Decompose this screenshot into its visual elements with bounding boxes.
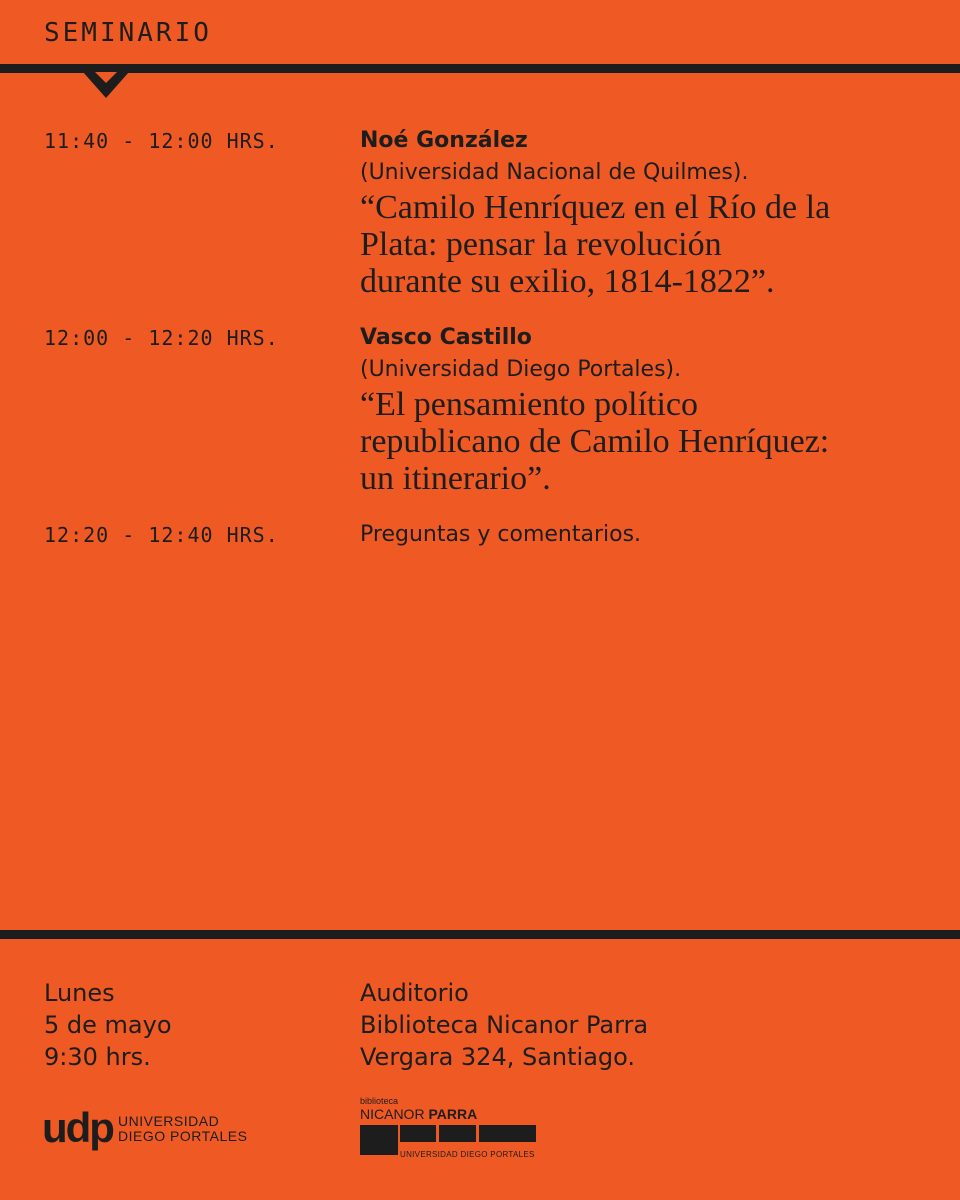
event-date: 5 de mayo (44, 1011, 172, 1039)
venue-line-1: Auditorio (360, 979, 469, 1007)
talk-title (360, 386, 920, 497)
chevron-down-icon (83, 72, 129, 99)
event-venue (360, 977, 648, 1073)
bottom-divider (0, 930, 960, 939)
venue-address: Vergara 324, Santiago. (360, 1043, 636, 1071)
event-datetime (44, 977, 172, 1073)
talk-title-line: Plata: pensar la revolución (360, 226, 722, 263)
talk-title (360, 189, 920, 300)
biblioteca-logo-univ: UNIVERSIDAD DIEGO PORTALES (400, 1150, 535, 1159)
event-day: Lunes (44, 979, 115, 1007)
udp-logo-line: UNIVERSIDAD (118, 1113, 220, 1129)
top-divider (0, 64, 960, 73)
session-time: 12:00 - 12:20 HRS. (44, 326, 279, 350)
biblioteca-logo (360, 1096, 540, 1164)
talk-title-line: republicano de Camilo Henríquez: (360, 423, 830, 460)
biblioteca-logo-first: NICANOR (360, 1106, 425, 1122)
speaker-name: Vasco Castillo (360, 325, 532, 350)
talk-title-line: un itinerario”. (360, 460, 551, 497)
biblioteca-logo-small: biblioteca (360, 1096, 399, 1106)
talk-title-line: “Camilo Henríquez en el Río de la (360, 189, 831, 226)
udp-logo-mark: udp (42, 1104, 113, 1151)
session-time: 11:40 - 12:00 HRS. (44, 129, 279, 153)
talk-title-line: “El pensamiento político (360, 386, 699, 423)
speaker-affiliation: (Universidad Diego Portales). (360, 357, 682, 382)
session-time: 12:20 - 12:40 HRS. (44, 523, 279, 547)
venue-line-2: Biblioteca Nicanor Parra (360, 1011, 649, 1039)
seminar-label: SEMINARIO (44, 18, 212, 48)
event-hour: 9:30 hrs. (44, 1043, 151, 1071)
session-text: Preguntas y comentarios. (360, 522, 642, 547)
biblioteca-logo-last: PARRA (428, 1106, 478, 1122)
speaker-name: Noé González (360, 128, 528, 153)
talk-title-line: durante su exilio, 1814-1822”. (360, 263, 775, 300)
speaker-affiliation: (Universidad Nacional de Quilmes). (360, 160, 749, 185)
biblioteca-logo-name (360, 1106, 477, 1122)
udp-logo-line: DIEGO PORTALES (118, 1128, 248, 1144)
udp-logo-name (118, 1114, 247, 1144)
